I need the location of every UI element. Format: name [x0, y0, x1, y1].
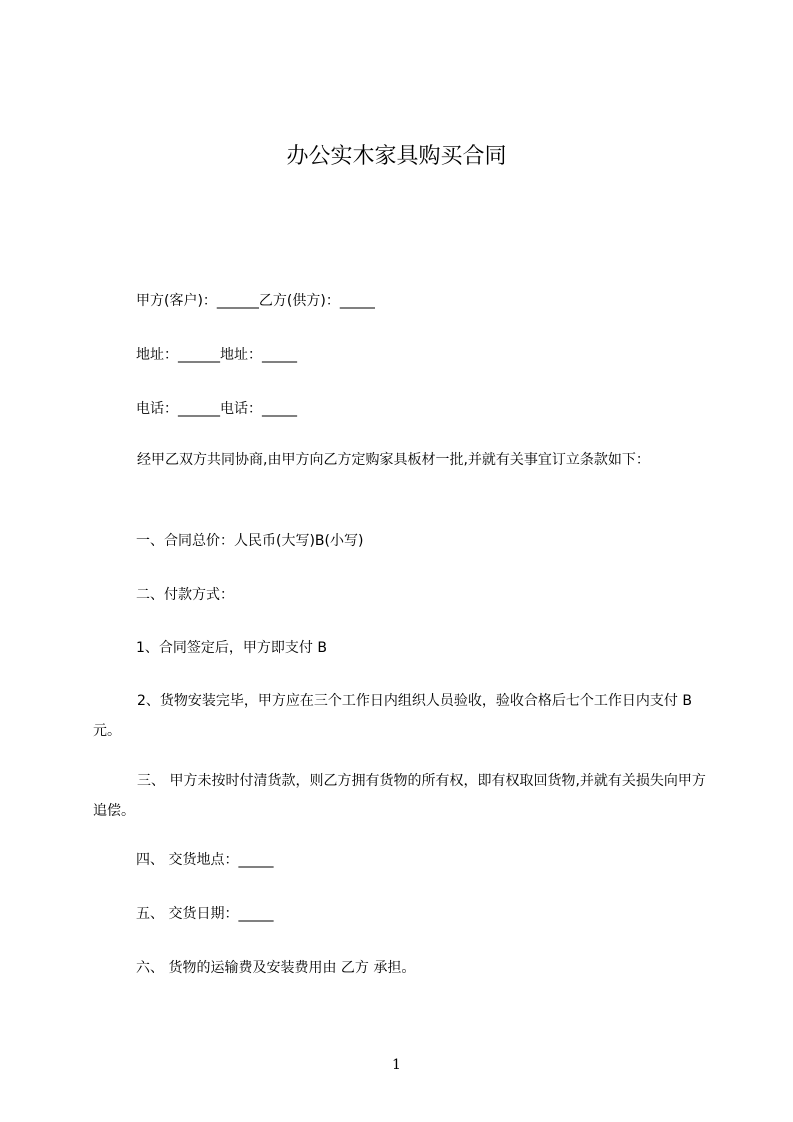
clause-ownership: 三、 甲方未按时付清货款，则乙方拥有货物的所有权，即有权取回货物,并就有关损失向甲方追偿。 — [93, 773, 706, 819]
clause-delivery-date: 五、 交货日期：_____ — [136, 906, 274, 922]
intro-paragraph: 经甲乙双方共同协商,由甲方向乙方定购家具板材一批,并就有关事宜订立条款如下： — [137, 452, 650, 468]
page-number: 1 — [392, 1057, 401, 1073]
payment-item-2: 2、货物安装完毕，甲方应在三个工作日内组织人员验收，验收合格后七个工作日内支付 B 元。 — [93, 693, 692, 739]
clause-shipping-cost: 六、 货物的运输费及安装费用由 乙方 承担。 — [136, 960, 416, 976]
address-line: 地址：______地址：_____ — [136, 347, 297, 363]
party-line: 甲方(客户)：______乙方(供方)：_____ — [136, 293, 375, 309]
clause-total-price: 一、合同总价：人民币(大写)B(小写) — [136, 533, 364, 549]
phone-line: 电话：______电话：_____ — [136, 401, 297, 417]
document-title: 办公实木家具购买合同 — [286, 144, 507, 169]
payment-item-1: 1、合同签定后，甲方即支付 B — [136, 640, 327, 656]
clause-delivery-location: 四、 交货地点：_____ — [136, 852, 274, 868]
clause-payment-method: 二、付款方式： — [136, 587, 234, 603]
